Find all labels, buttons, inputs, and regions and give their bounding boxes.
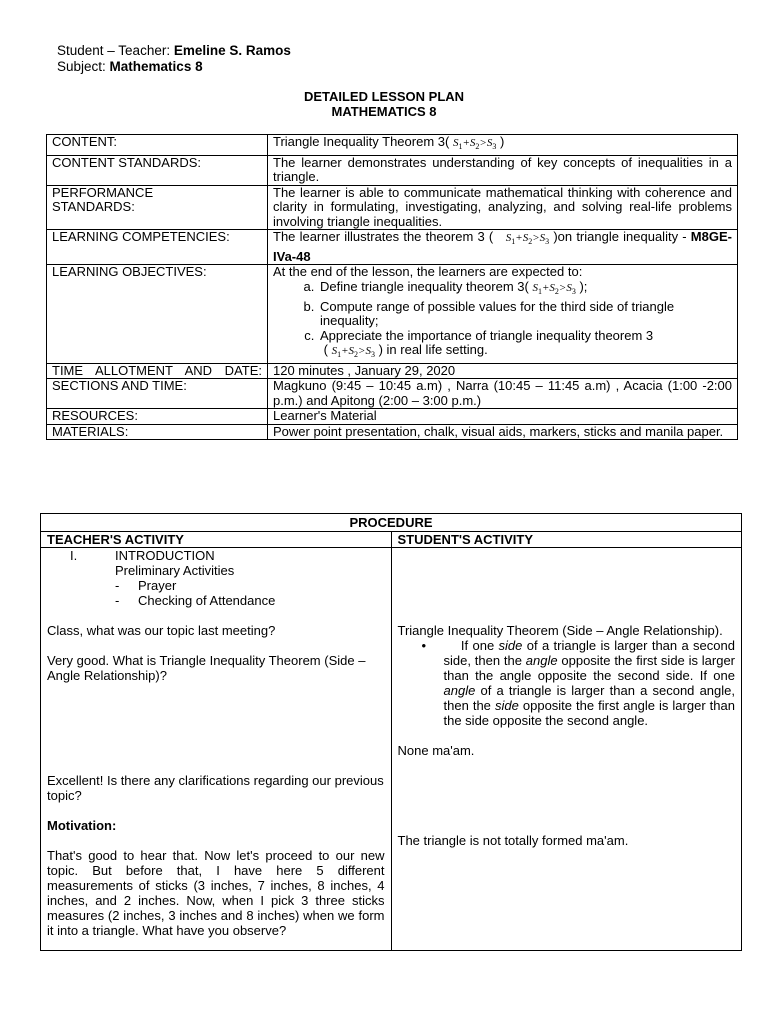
standards-value: The learner demonstrates understanding of key concepts of inequalities in a triangle. [268,155,738,185]
intro-title: INTRODUCTION [115,548,215,563]
subject-line [57,59,203,74]
objectives-label: LEARNING OBJECTIVES: [47,265,268,363]
competencies-label: LEARNING COMPETENCIES: [47,230,268,265]
student-answer-3: None ma'am. [397,743,475,758]
motivation-heading: Motivation: [47,818,117,833]
objectives-list [273,280,732,363]
procedure-table [40,513,742,951]
row-content [47,135,738,156]
teacher-line [57,43,291,58]
standards-label: CONTENT STANDARDS: [47,155,268,185]
objective-a: a. Define triangle inequality theorem 3( $S_1+S_2>S_3$ ); [318,280,732,300]
teacher-label: Student – Teacher: [57,43,171,58]
content-close: ) [499,134,505,149]
formula: $S_1+S_2>S_3$ [452,137,497,152]
objective-b: b. Compute range of possible values for the third side of triangle inequality; [318,300,732,329]
procedure-title: PROCEDURE [41,514,742,532]
doc-title: DETAILED LESSON PLAN [303,89,465,104]
prayer-item: Prayer [138,578,177,593]
teacher-question-1: Class, what was our topic last meeting? [47,623,276,638]
intro-number: I. [70,548,78,563]
student-activity-header: STUDENT'S ACTIVITY [391,532,742,548]
performance-value: The learner is able to communicate mathematical thinking with coherence and clarity in formulating, investigating, analyzing, and solving real-life problems involving triangle inequalities. [268,185,738,230]
preliminary-activities: Preliminary Activities [115,563,235,578]
objectives-value [268,265,738,363]
row-competencies [47,230,738,265]
time-label: TIME ALLOTMENT AND DATE: [47,363,268,379]
subject-name: Mathematics 8 [109,59,203,74]
content-label: CONTENT: [47,135,268,156]
content-text: Triangle Inequality Theorem 3( [273,134,450,149]
subject-label: Subject: [57,59,106,74]
student-answer-4: The triangle is not totally formed ma'am. [397,833,629,848]
student-answer-1: Triangle Inequality Theorem (Side – Angle Relationship). [397,623,723,638]
attendance-item: Checking of Attendance [138,593,276,608]
performance-label: PERFORMANCE STANDARDS: [47,185,268,230]
sections-value: Magkuno (9:45 – 10:45 a.m) , Narra (10:45 – 11:45 a.m) , Acacia (1:00 -2:00 p.m.) and Apitong (2:00 – 3:00 p.m.) [268,379,738,409]
content-value [268,135,738,156]
competencies-value: The learner illustrates the theorem 3 ( $S_1+S_2>S_3$ )on triangle inequality - M8GE-IVa-48 [268,230,738,265]
row-performance [47,185,738,230]
student-activity-cell [391,548,742,951]
formula: $S_1+S_2>S_3$ [331,345,375,360]
doc-subtitle: MATHEMATICS 8 [331,104,437,119]
teacher-activity-cell [41,548,392,951]
objective-c: c. Appreciate the importance of triangle inequality theorem 3 ( $S_1+S_2>S_3$ ) in real life setting. [318,329,732,363]
row-standards [47,155,738,185]
teacher-name: Emeline S. Ramos [173,43,291,58]
resources-label: RESOURCES: [47,409,268,425]
time-value: 120 minutes , January 29, 2020 [268,363,738,379]
teacher-question-2: Very good. What is Triangle Inequality Theorem (Side – Angle Relationship)? [47,653,366,683]
teacher-question-3: Excellent! Is there any clarifications regarding our previous topic? [47,773,384,803]
row-objectives [47,265,738,363]
row-sections [47,379,738,409]
materials-label: MATERIALS: [47,424,268,440]
formula: $S_1+S_2>S_3$ [532,281,576,297]
objectives-intro: At the end of the lesson, the learners are expected to: [273,264,583,280]
bullet: • [421,638,427,653]
formula: $S_1+S_2>S_3$ [505,232,550,247]
row-materials [47,424,738,440]
materials-value: Power point presentation, chalk, visual aids, markers, sticks and manila paper. [268,424,738,440]
competency-code: M8GE-IVa-48 [273,229,732,264]
row-time [47,363,738,379]
student-answer-2: • If one side of a triangle is larger than a second side, then the angle opposite the first side is larger than the angle opposite the second side. If one angle of a triangle is larger than a second angle, then the side opposite the first angle is larger than the side opposite the second angle. [421,638,735,728]
resources-value: Learner's Material [268,409,738,425]
sections-label: SECTIONS AND TIME: [47,379,268,409]
lesson-plan-table [46,134,738,440]
teacher-question-4: That's good to hear that. Now let's proceed to our new topic. But before that, I have here 5 different measurements of sticks (3 inches, 7 inches, 8 inches, 4 inches, and 2 inches. Now, when I pick 3 three sticks measures (2 inches, 3 inches and 8 inches) when we form it into a triangle. What have you observe? [47,848,385,938]
row-resources [47,409,738,425]
introduction-block: I. INTRODUCTION Preliminary Activities - Prayer - Checking of Attendance [70,548,276,608]
teacher-activity-header: TEACHER'S ACTIVITY [41,532,392,548]
